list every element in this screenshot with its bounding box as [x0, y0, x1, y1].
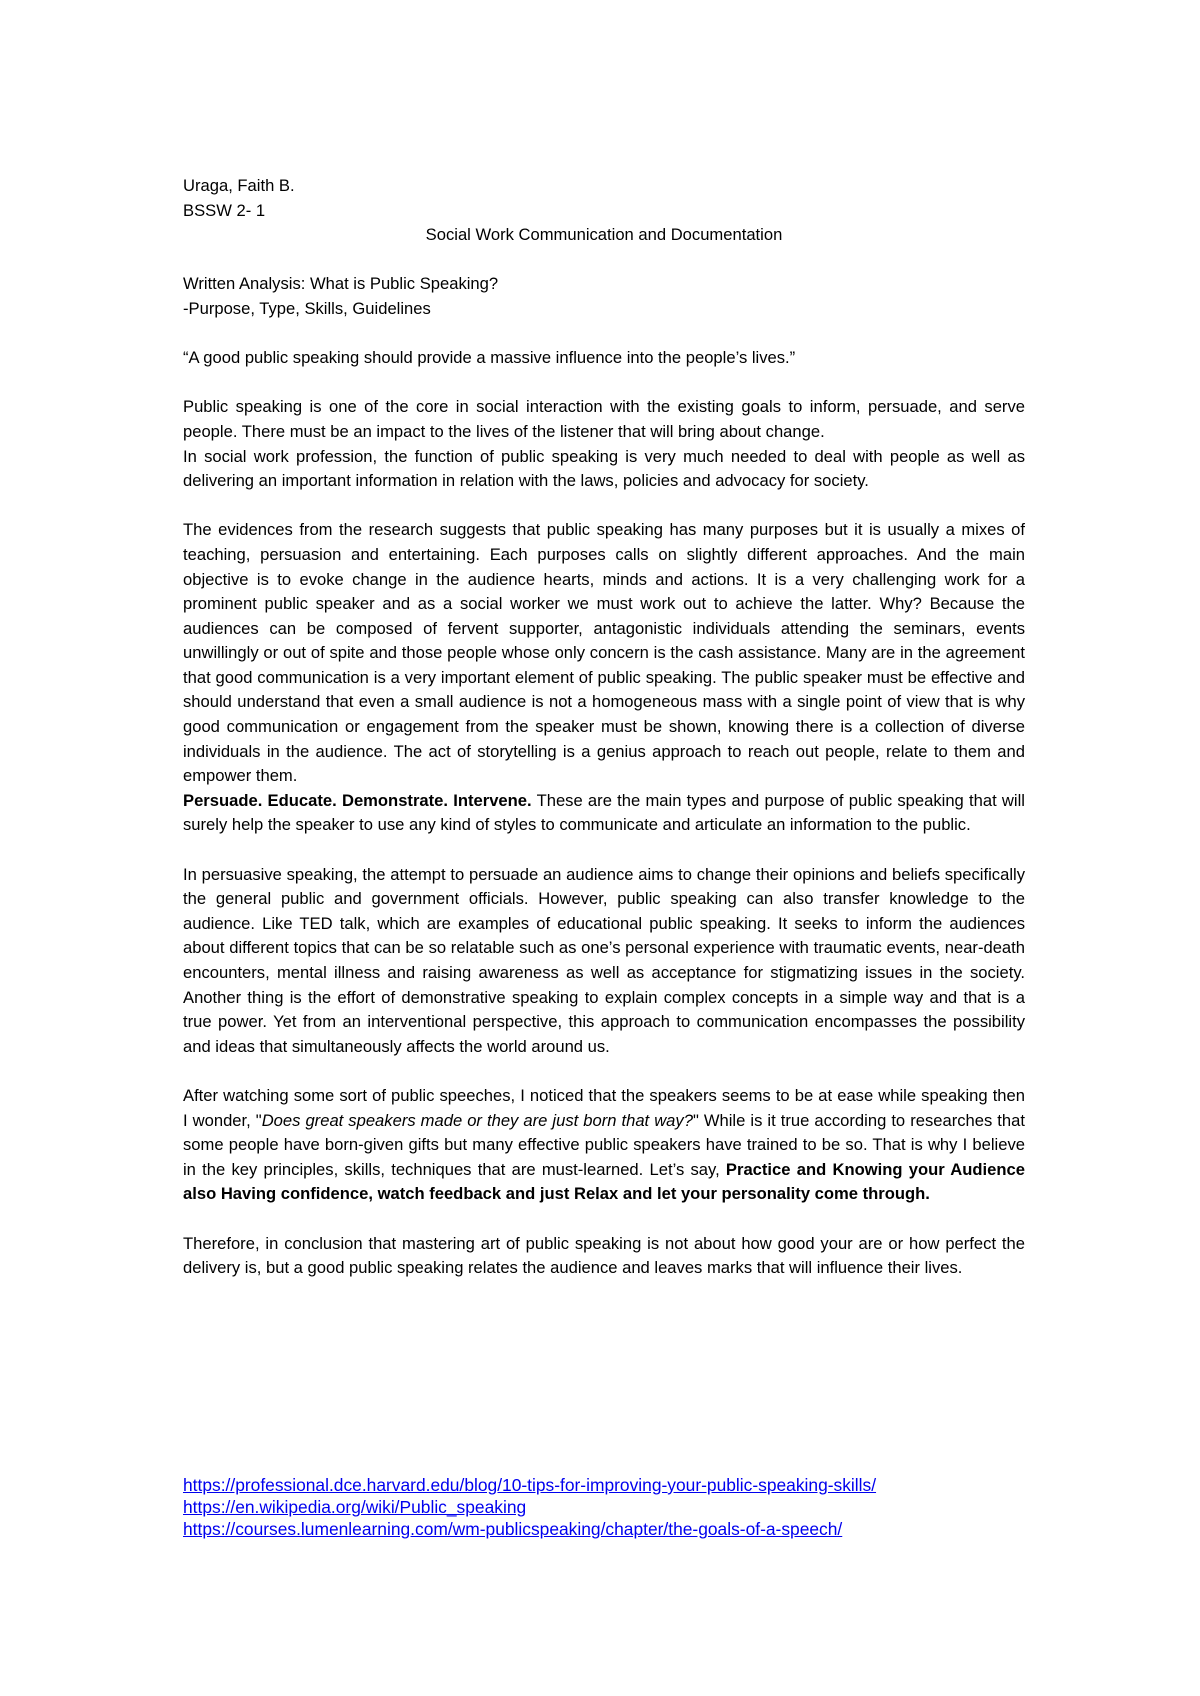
paragraph-social-work: In social work profession, the function of public speaking is very much needed to deal with people as well as delivering an important information in relation with the laws, policies and advocacy for society. — [183, 446, 1025, 491]
types-text: These are the main types and purpose of public speaking that will surely help the speaker to use any kind of styles to communicate and articulate an information to the public. — [183, 790, 1025, 835]
opening-quote: “A good public speaking should provide a massive influence into the people’s lives.” — [183, 348, 796, 368]
skills-bold: Practice and Knowing your Audience also Having confidence, watch feedback and just Relax and let your personality come through. — [183, 1159, 1025, 1204]
paragraph-persuasive: In persuasive speaking, the attempt to persuade an audience aims to change their opinions and beliefs specifically the general public and government officials. However, public speaking can also transfer knowledge to the audience. Like TED talk, which are examples of educational public speaking. It seeks to inform the audiences about different topics that can be so relatable such as one’s personal experience with traumatic events, near-death encounters, mental illness and raising awareness as well as acceptance for stigmatizing issues in the society. Another thing is the effort of demonstrative speaking to explain complex concepts in a simple way and that is a true power. Yet from an interventional perspective, this approach to communication encompasses the possibility and ideas that simultaneously affects the world around us. — [183, 864, 1025, 1056]
course-title: Social Work Communication and Documentation — [425, 225, 783, 245]
author-name: Uraga, Faith B. — [183, 176, 295, 195]
section-label: BSSW 2- 1 — [183, 200, 266, 220]
paragraph-purposes: The evidences from the research suggests that public speaking has many purposes but it is usually a mixes of teaching, persuasion and entertaining. Each purposes calls on slightly different approaches. And the main objective is to evoke change in the audience hearts, minds and actions. It is a very challenging work for a prominent public speaker and as a social worker we must work out to achieve the latter. Why? Because the audiences can be composed of fervent supporter, antagonistic individuals attending the seminars, events unwillingly or out of spite and those people whose only concern is the cash assistance. Many are in the agreement that good communication is a very important element of public speaking. The public speaker must be effective and should understand that even a small audience is not a homogeneous mass with a single point of view that is why good communication or engagement from the speaker must be shown, knowing there is a collection of diverse individuals in the audience. The act of storytelling is a genius approach to reach out people, relate to them and empower them. — [183, 520, 1025, 786]
paragraph-intro: Public speaking is one of the core in social interaction with the existing goals to inform, persuade, and serve people. There must be an impact to the lives of the listener that will bring about change. — [183, 397, 1025, 441]
reference-link-wikipedia[interactable]: https://en.wikipedia.org/wiki/Public_speaking — [183, 1497, 527, 1517]
paragraph-skills — [183, 1084, 1025, 1207]
reference-link-lumenlearning[interactable]: https://courses.lumenlearning.com/wm-publicspeaking/chapter/the-goals-of-a-speech/ — [183, 1519, 843, 1539]
paragraph-types — [183, 789, 1025, 838]
reference-link-harvard[interactable]: https://professional.dce.harvard.edu/blog/10-tips-for-improving-your-public-speaking-skills/ — [183, 1475, 877, 1495]
assignment-subtitle: -Purpose, Type, Skills, Guidelines — [183, 298, 431, 318]
document-body — [183, 174, 1025, 1281]
skills-text-b: " While is it true according to researches that some people have born-given gifts but many effective public speakers have trained to be so. That is why I believe in the key principles, skills, techniques that are must-learned. Let’s say, — [183, 1110, 1025, 1179]
skills-question: Does great speakers made or they are just born that way? — [261, 1110, 693, 1130]
skills-text-a: After watching some sort of public speeches, I noticed that the speakers seems to be at ease while speaking then I wonder, " — [183, 1085, 1025, 1130]
types-bold: Persuade. Educate. Demonstrate. Intervene. — [183, 790, 532, 810]
paragraph-conclusion: Therefore, in conclusion that mastering art of public speaking is not about how good your are or how perfect the delivery is, but a good public speaking relates the audience and leaves marks that will influence their lives. — [183, 1233, 1025, 1278]
assignment-title: Written Analysis: What is Public Speaking? — [183, 274, 499, 294]
references-list — [183, 1474, 1083, 1540]
